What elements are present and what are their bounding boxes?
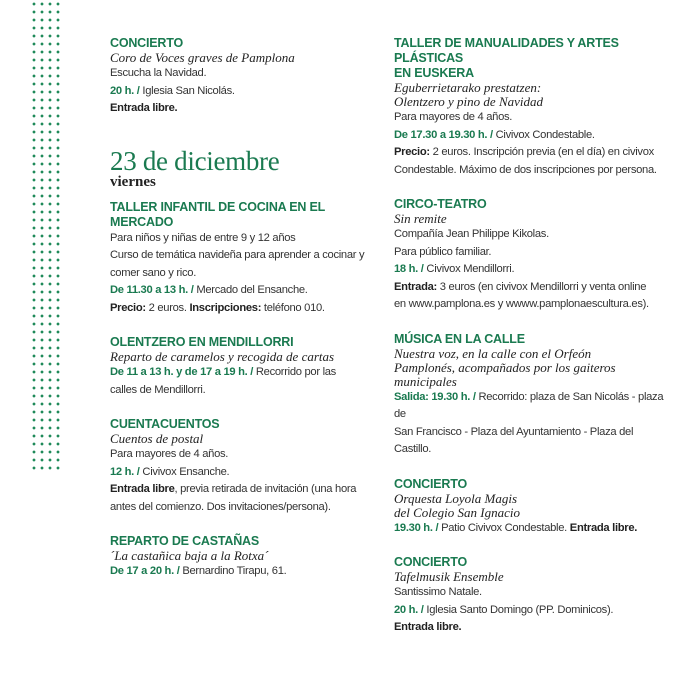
event-line: Santissimo Natale. xyxy=(394,586,482,598)
entry-label: Entrada libre xyxy=(110,483,175,495)
event-concierto-coro xyxy=(110,36,372,118)
event-line: Curso de temática navideña para aprender a cocinar y xyxy=(110,249,365,261)
event-line: Para público familiar. xyxy=(394,245,492,258)
event-time-place xyxy=(110,364,372,382)
event-subtitle: Orquesta Loyola Magis xyxy=(394,490,518,506)
event-entry-cont: antes del comienzo. Dos invitaciones/persona). xyxy=(110,500,331,513)
event-place: Mercado del Ensanche. xyxy=(193,284,308,296)
event-entry-cont: en www.pamplona.es y wwww.pamplonaescultura.es). xyxy=(394,298,649,310)
event-description: Escucha la Navidad. xyxy=(110,67,207,79)
event-subtitle: ´La castañica baja a la Rotxa´ xyxy=(110,548,269,563)
event-subtitle: Coro de Voces graves de Pamplona xyxy=(110,50,295,65)
entry-note: Entrada libre. xyxy=(569,521,638,534)
price-value: 2 euros. xyxy=(145,301,190,314)
entry-text: , previa retirada de invitación (una hora xyxy=(174,483,357,495)
event-place: Iglesia San Nicolás. xyxy=(139,84,235,97)
event-title: CUENTACUENTOS xyxy=(110,417,220,431)
event-title: CONCIERTO xyxy=(394,476,467,491)
entry-note: Entrada libre. xyxy=(110,102,178,114)
event-concierto-tafelmusik xyxy=(394,555,664,637)
event-title: TALLER INFANTIL DE COCINA EN EL MERCADO xyxy=(110,199,325,229)
event-subtitle-cont: Pamplonés, acompañados por los gaiteros xyxy=(394,359,616,375)
event-entry xyxy=(110,100,372,118)
event-entry xyxy=(394,279,664,297)
event-title: MÚSICA EN LA CALLE xyxy=(394,331,525,346)
event-castanas xyxy=(110,534,372,581)
right-column xyxy=(394,36,664,655)
event-time-place xyxy=(110,563,372,581)
event-entry xyxy=(394,619,664,637)
event-line: Para mayores de 4 años. xyxy=(394,111,513,123)
event-line: Compañía Jean Philippe Kikolas. xyxy=(394,228,549,240)
event-time-place xyxy=(110,464,372,482)
event-line: Para mayores de 4 años. xyxy=(110,448,229,460)
price-text: 2 euros. Inscripción previa (en el día) en civivox xyxy=(429,146,654,158)
event-time: 12 h. / xyxy=(110,465,140,478)
event-title: CONCIERTO xyxy=(394,555,467,569)
event-time: 18 h. / xyxy=(394,263,424,275)
entry-note: Entrada libre. xyxy=(394,621,462,633)
event-route-cont: San Francisco - Plaza del Ayuntamiento - Plaza del Castillo. xyxy=(394,425,634,455)
event-olentzero xyxy=(110,335,372,399)
event-time: De 17 a 20 h. / xyxy=(110,565,180,577)
event-time-place xyxy=(394,520,664,538)
price-label: Precio: xyxy=(110,301,146,314)
event-place: Patio Civivox Condestable. xyxy=(438,521,570,534)
event-place: Bernardino Tirapu, 61. xyxy=(179,565,287,577)
event-route: Recorrido: plaza de San Nicolás - plaza de xyxy=(394,390,664,420)
event-time: 20 h. / xyxy=(110,84,140,97)
event-subtitle: Nuestra voz, en la calle con el Orfeón xyxy=(394,345,592,361)
entry-label: Entrada: xyxy=(394,280,437,293)
event-time-place xyxy=(394,389,664,424)
event-title-cont: EN EUSKERA xyxy=(394,66,474,80)
event-place: Recorrido por las xyxy=(253,366,336,378)
event-subtitle: Cuentos de postal xyxy=(110,431,204,446)
event-subtitle: Sin remite xyxy=(394,211,447,226)
event-subtitle-cont: Olentzero y pino de Navidad xyxy=(394,94,543,109)
event-title: CONCIERTO xyxy=(110,36,183,50)
event-line: Para niños y niñas de entre 9 y 12 años xyxy=(110,231,296,244)
event-price-cont: Condestable. Máximo de dos inscripciones por persona. xyxy=(394,163,657,176)
dotted-decoration xyxy=(30,0,60,470)
event-subtitle: Tafelmusik Ensemble xyxy=(394,569,504,584)
event-musica-calle xyxy=(394,332,664,459)
event-time: De 17.30 a 19.30 h. / xyxy=(394,128,493,141)
event-time-place xyxy=(394,602,664,620)
event-price xyxy=(110,300,372,318)
left-column xyxy=(110,36,372,599)
event-time-place xyxy=(110,83,372,101)
event-place: Iglesia Santo Domingo (PP. Dominicos). xyxy=(423,603,614,616)
event-price xyxy=(394,144,664,162)
date-heading: 23 de diciembre xyxy=(110,145,280,176)
date-heading-block xyxy=(110,145,372,190)
event-place: Civivox Mendillorri. xyxy=(423,263,515,275)
event-time-place xyxy=(394,261,664,279)
event-taller-cocina xyxy=(110,200,372,318)
entry-text: 3 euros (en civivox Mendillorri y venta online xyxy=(436,280,647,293)
event-time: 19.30 h. / xyxy=(394,521,439,534)
event-cuentacuentos xyxy=(110,417,372,516)
inscription-value: teléfono 010. xyxy=(261,301,325,314)
price-label: Precio: xyxy=(394,146,430,158)
event-place: Civivox Condestable. xyxy=(492,128,595,141)
event-title: TALLER DE MANUALIDADES Y ARTES PLÁSTICAS xyxy=(394,36,619,65)
event-place: Civivox Ensanche. xyxy=(139,465,230,478)
event-taller-manualidades xyxy=(394,36,664,179)
weekday-label: viernes xyxy=(110,173,156,190)
event-circo-teatro xyxy=(394,197,664,314)
event-place-cont: calles de Mendillorri. xyxy=(110,383,206,396)
event-line: comer sano y rico. xyxy=(110,266,196,279)
event-time-place xyxy=(394,127,664,145)
event-time: Salida: 19.30 h. / xyxy=(394,390,476,403)
event-subtitle: Eguberrietarako prestatzen: xyxy=(394,80,542,95)
event-subtitle-cont: municipales xyxy=(394,373,457,389)
event-subtitle-cont: del Colegio San Ignacio xyxy=(394,504,521,520)
event-time: De 11.30 a 13 h. / xyxy=(110,284,194,296)
event-entry xyxy=(110,481,372,499)
event-title: OLENTZERO EN MENDILLORRI xyxy=(110,335,294,349)
event-title: REPARTO DE CASTAÑAS xyxy=(110,534,259,548)
event-time: 20 h. / xyxy=(394,603,424,616)
event-time-place xyxy=(110,282,372,300)
event-subtitle: Reparto de caramelos y recogida de cartas xyxy=(110,349,335,364)
event-title: CIRCO-TEATRO xyxy=(394,197,487,211)
event-time: De 11 a 13 h. y de 17 a 19 h. / xyxy=(110,366,254,378)
event-concierto-loyola xyxy=(394,477,664,538)
inscription-label: Inscripciones: xyxy=(189,301,262,314)
